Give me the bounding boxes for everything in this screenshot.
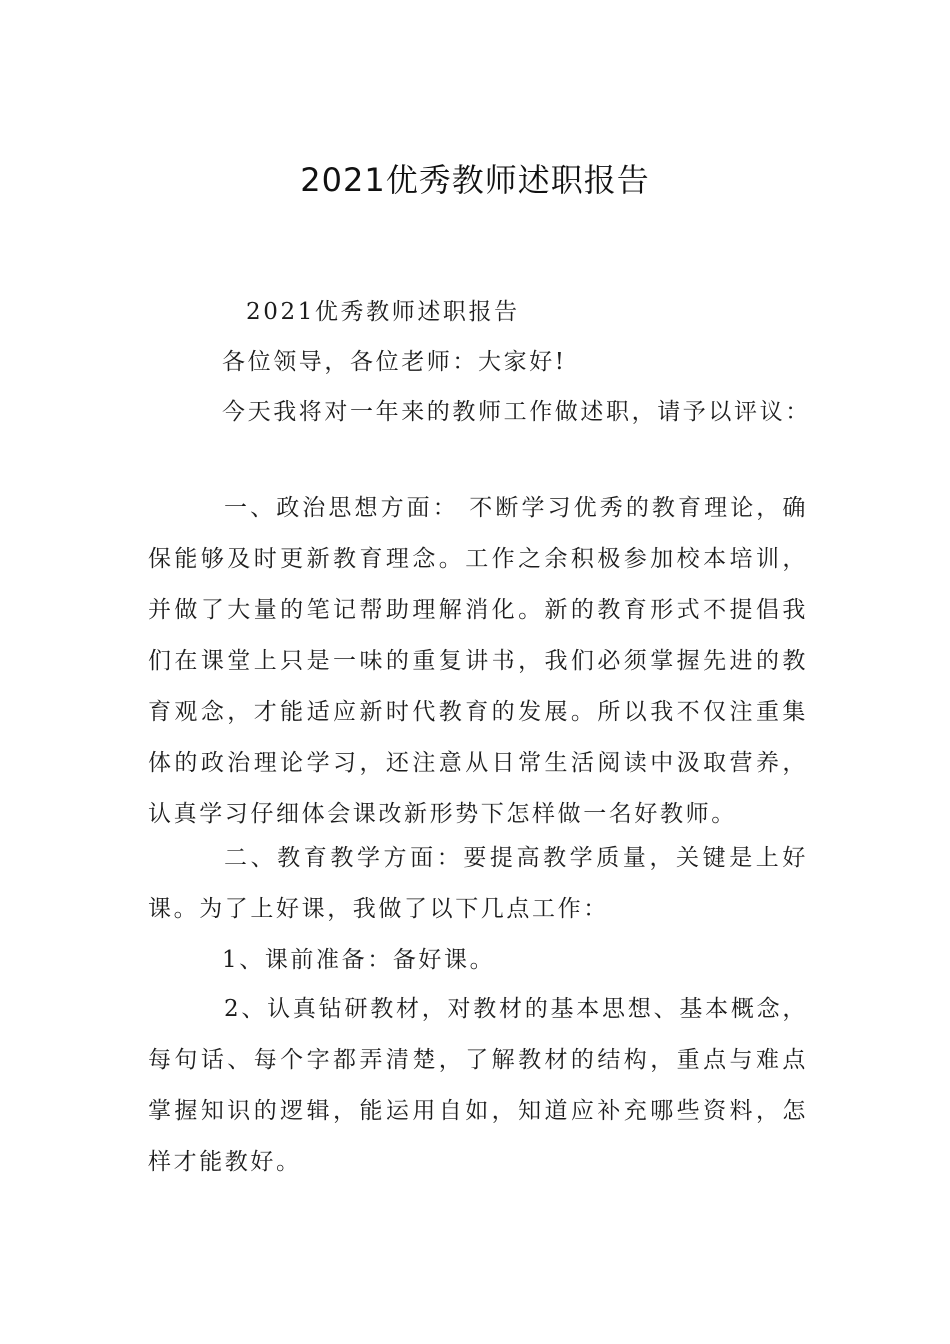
document-body: [148, 0, 811, 1344]
list-item-preparation: 1、课前准备：备好课。: [222, 947, 496, 973]
document-title: 2021优秀教师述职报告: [300, 161, 650, 199]
intro-line: 今天我将对一年来的教师工作做述职，请予以评议：: [222, 399, 811, 425]
greeting-line: 各位领导，各位老师：大家好!: [222, 349, 567, 375]
paragraph-teaching: 二、教育教学方面：要提高教学质量，关键是上好课。为了上好课，我做了以下几点工作：: [148, 845, 808, 922]
paragraph-political: 一、政治思想方面： 不断学习优秀的教育理论，确保能够及时更新教育理念。工作之余积极参加校本培训，并做了大量的笔记帮助理解消化。新的教育形式不提倡我们在课堂上只是一味的重复讲书，我们必须掌握先进的教育观念，才能适应新时代教育的发展。所以我不仅注重集体的政治理论学习，还注意从日常生活阅读中汲取营养，认真学习仔细体会课改新形势下怎样做一名好教师。: [148, 495, 808, 827]
paragraph-textbook: 2、认真钻研教材，对教材的基本思想、基本概念，每句话、每个字都弄清楚，了解教材的结构，重点与难点掌握知识的逻辑，能运用自如，知道应补充哪些资料，怎样才能教好。: [148, 996, 808, 1175]
subtitle-line: 2021优秀教师述职报告: [246, 299, 520, 325]
